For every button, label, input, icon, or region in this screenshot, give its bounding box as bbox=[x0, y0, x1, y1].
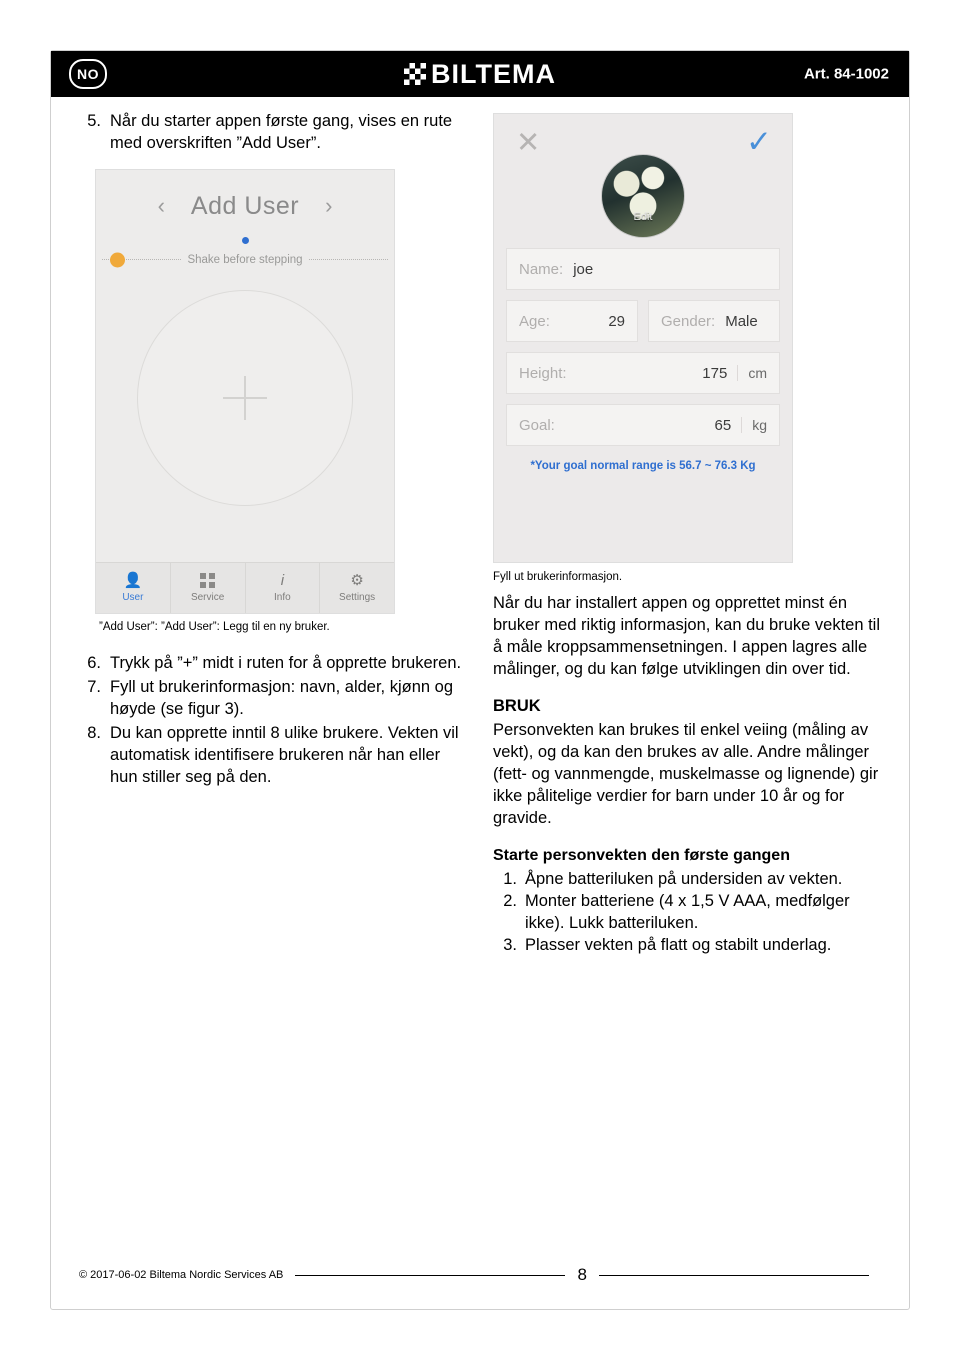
chevron-left-icon[interactable]: ‹ bbox=[157, 193, 165, 219]
section-title-bruk: BRUK bbox=[493, 696, 541, 715]
page-number: 8 bbox=[577, 1265, 587, 1284]
age-field[interactable] bbox=[506, 300, 638, 342]
step-number: 5. bbox=[87, 112, 101, 130]
list-item bbox=[493, 869, 885, 891]
gender-label: Gender: bbox=[661, 312, 716, 330]
bruk-paragraph: Personvekten kan brukes til enkel veiing (måling av vekt), og da kan den brukes av alle. Andre målinger (fett- og vannmengde, muskelmasse og lignende) gir ikke pålitelige verdier for barn under 10 år og for gravide. bbox=[493, 720, 879, 827]
app-header bbox=[96, 170, 394, 221]
footer-rule-right bbox=[599, 1275, 869, 1276]
info-icon: i bbox=[280, 571, 285, 589]
step-number: 2. bbox=[503, 892, 517, 911]
tab-user[interactable] bbox=[96, 563, 171, 613]
check-icon[interactable]: ✓ bbox=[746, 124, 772, 159]
language-badge: NO bbox=[69, 59, 107, 89]
article-number: Art. 84-1002 bbox=[803, 65, 889, 83]
tab-settings[interactable] bbox=[320, 563, 394, 613]
left-column bbox=[75, 111, 467, 957]
height-unit: cm bbox=[737, 365, 767, 381]
app-tabbar bbox=[96, 562, 394, 613]
step-number: 3. bbox=[503, 936, 517, 955]
tab-service[interactable] bbox=[171, 563, 246, 613]
list-item bbox=[75, 677, 467, 721]
tab-info[interactable] bbox=[246, 563, 321, 613]
copyright-text: © 2017-06-02 Biltema Nordic Services AB bbox=[79, 1269, 284, 1281]
avatar-edit-label[interactable]: Edit bbox=[633, 211, 653, 223]
step-number: 6. bbox=[87, 653, 101, 672]
goal-field[interactable] bbox=[506, 404, 780, 446]
goal-label: Goal: bbox=[519, 416, 555, 434]
tab-info-label: Info bbox=[274, 591, 291, 603]
tab-user-label: User bbox=[122, 591, 144, 603]
figure-caption-add-user: ”Add User”: ”Add User”: Legg til en ny bruker. bbox=[99, 620, 330, 633]
status-dot-icon bbox=[110, 252, 125, 267]
avatar[interactable] bbox=[601, 154, 685, 238]
figure-caption-user-form: Fyll ut brukerinformasjon. bbox=[493, 571, 623, 583]
page-content bbox=[51, 97, 909, 957]
step-number: 1. bbox=[503, 870, 517, 889]
shake-hint bbox=[96, 254, 394, 266]
app-screenshot-add-user bbox=[95, 169, 395, 614]
step-text: Monter batteriene (4 x 1,5 V AAA, medfølger ikke). Lukk batteriluken. bbox=[525, 892, 850, 933]
gender-value: Male bbox=[725, 312, 758, 330]
age-label: Age: bbox=[519, 312, 550, 330]
goal-range-note: *Your goal normal range is 56.7 ~ 76.3 Kg bbox=[530, 460, 756, 472]
grid-icon bbox=[200, 573, 215, 588]
list-item bbox=[75, 111, 467, 155]
footer-rule-left bbox=[295, 1275, 565, 1276]
name-label: Name: bbox=[519, 260, 564, 278]
document-page bbox=[50, 50, 910, 1310]
intro-paragraph: Når du har installert appen og opprettet minst én bruker med riktig informasjon, kan du bruke vekten til å måle kroppsammensetningen. I appen lagres alle målinger, og du kan følge utviklingen din over tid. bbox=[493, 594, 881, 678]
divider-right bbox=[309, 259, 388, 260]
list-item bbox=[75, 653, 467, 675]
height-label: Height: bbox=[519, 364, 567, 382]
close-icon[interactable]: ✕ bbox=[516, 127, 541, 159]
page-indicator-dot bbox=[242, 237, 249, 244]
step-text: Åpne batteriluken på undersiden av vekten. bbox=[525, 870, 843, 889]
age-value: 29 bbox=[608, 312, 625, 330]
height-value: 175 bbox=[702, 364, 728, 382]
step-text: Fyll ut brukerinformasjon: navn, alder, kjønn og høyde (se figur 3). bbox=[110, 677, 453, 718]
step-text: Når du starter appen første gang, vises en rute med overskriften ”Add User”. bbox=[110, 112, 453, 152]
name-field[interactable] bbox=[506, 248, 780, 290]
goal-unit: kg bbox=[741, 417, 767, 433]
steps-list-right bbox=[493, 869, 885, 957]
right-column bbox=[493, 111, 885, 957]
page-footer bbox=[79, 1265, 881, 1285]
shake-hint-label: Shake before stepping bbox=[187, 253, 303, 266]
list-item bbox=[493, 891, 885, 935]
goal-value: 65 bbox=[714, 416, 732, 434]
page-header bbox=[51, 51, 909, 97]
brand-name: BILTEMA bbox=[431, 58, 556, 89]
checker-icon bbox=[404, 63, 426, 85]
name-value: joe bbox=[573, 260, 594, 278]
age-gender-row bbox=[506, 300, 780, 342]
add-user-circle[interactable] bbox=[137, 290, 353, 506]
app-title: Add User bbox=[190, 191, 300, 220]
list-item bbox=[75, 723, 467, 789]
step-text: Trykk på ”+” midt i ruten for å opprette brukeren. bbox=[110, 653, 462, 672]
step-text: Plasser vekten på flatt og stabilt underlag. bbox=[525, 936, 832, 955]
tab-service-label: Service bbox=[190, 591, 225, 603]
tab-settings-label: Settings bbox=[339, 591, 376, 603]
steps-list-left bbox=[75, 653, 467, 789]
height-field[interactable] bbox=[506, 352, 780, 394]
section-title-start: Starte personvekten den første gangen bbox=[493, 847, 790, 865]
chevron-right-icon[interactable]: › bbox=[325, 193, 333, 219]
brand-logo bbox=[404, 59, 556, 90]
gear-icon: ⚙ bbox=[350, 571, 364, 589]
step-text: Du kan opprette inntil 8 ulike brukere. Vekten vil automatisk identifisere brukeren når han eller hun stiller seg på den. bbox=[110, 723, 459, 786]
step-number: 7. bbox=[87, 677, 101, 696]
person-icon: 👤 bbox=[123, 571, 143, 589]
app-screenshot-user-form bbox=[493, 113, 793, 563]
gender-field[interactable] bbox=[648, 300, 780, 342]
list-item bbox=[493, 935, 885, 957]
plus-icon[interactable] bbox=[223, 376, 267, 420]
step-number: 8. bbox=[87, 723, 101, 742]
